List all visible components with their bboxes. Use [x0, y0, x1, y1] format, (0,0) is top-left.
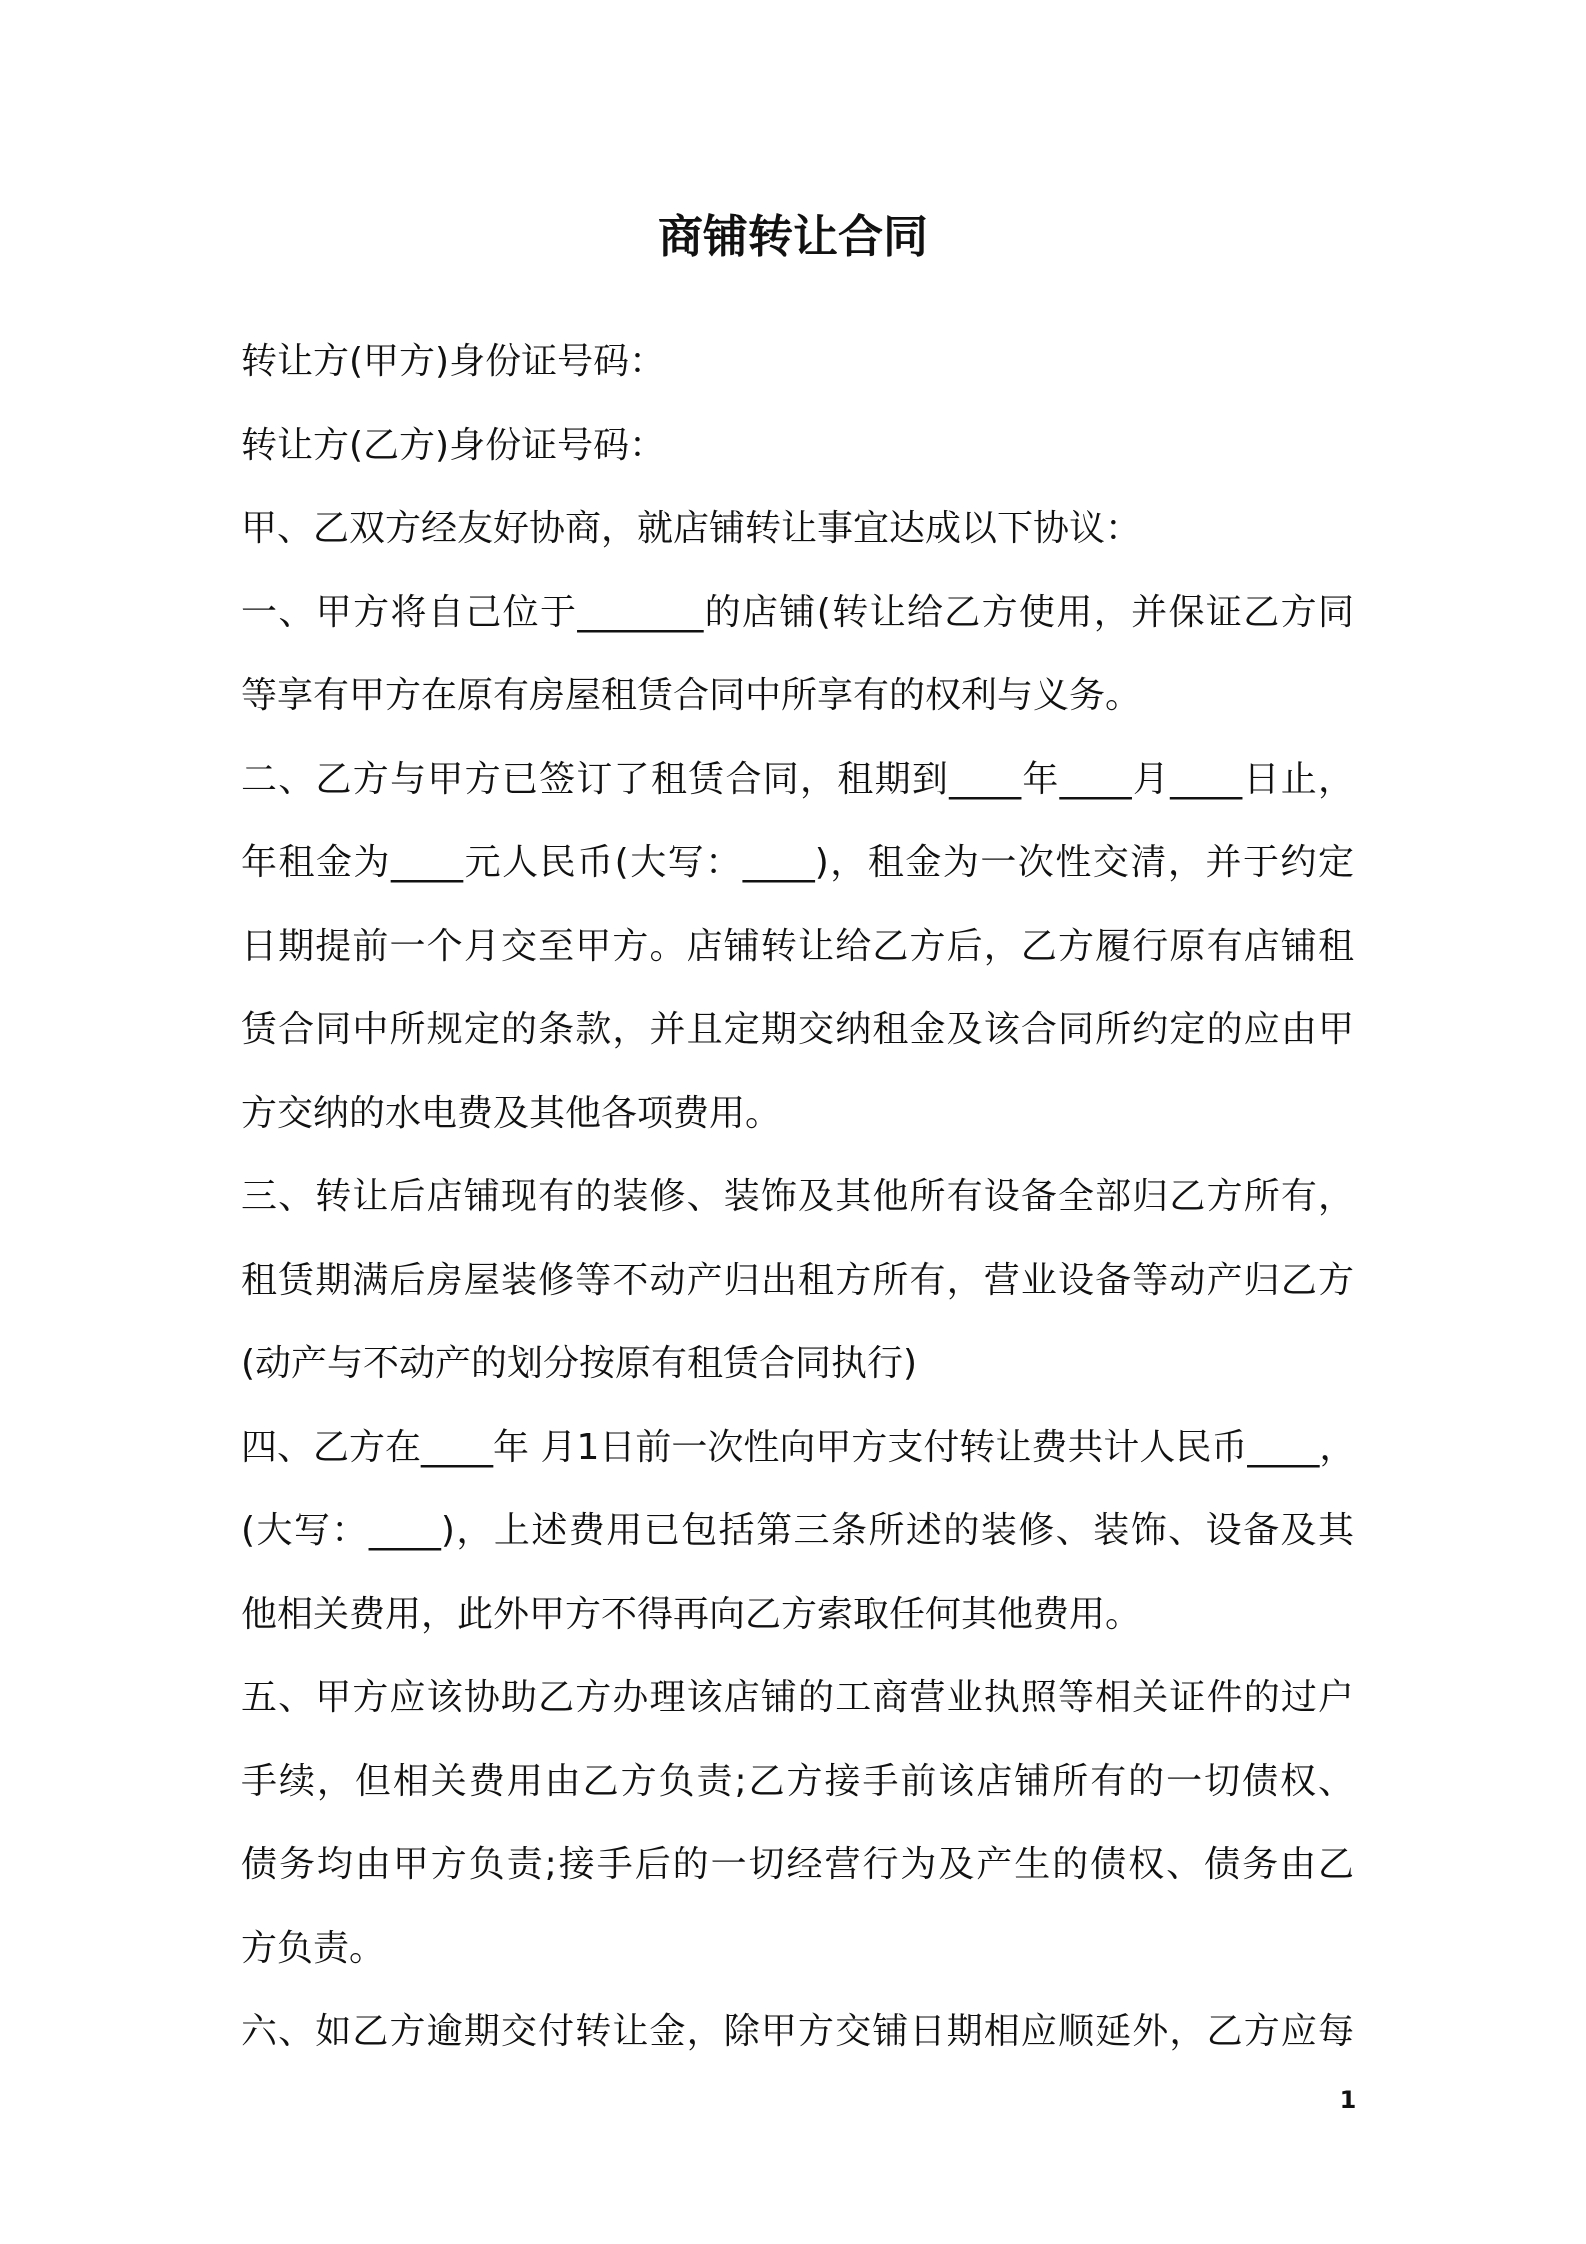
body-line: 赁合同中所规定的条款，并且定期交纳租金及该合同所约定的应由甲 [241, 1009, 1354, 1050]
body-line: 等享有甲方在原有房屋租赁合同中所享有的权利与义务。 [241, 675, 1142, 716]
body-line: 方交纳的水电费及其他各项费用。 [241, 1092, 782, 1134]
body-line: 四、乙方在____年 月1日前一次性向甲方支付转让费共计人民币____， [241, 1426, 1356, 1468]
document-title: 商铺转让合同 [657, 210, 928, 263]
body-line: 转让方(乙方)身份证号码： [241, 424, 666, 466]
body-line: 日期提前一个月交至甲方。店铺转让给乙方后，乙方履行原有店铺租 [241, 925, 1354, 967]
body-line: 手续，但相关费用由乙方负责;乙方接手前该店铺所有的一切债权、 [241, 1760, 1354, 1802]
body-line: 债务均由甲方负责;接手后的一切经营行为及产生的债权、债务由乙 [241, 1844, 1354, 1885]
body-line: 甲、乙双方经友好协商，就店铺转让事宜达成以下协议： [241, 508, 1142, 549]
body-line: 五、甲方应该协助乙方办理该店铺的工商营业执照等相关证件的过户 [241, 1677, 1354, 1718]
body-line: 转让方(甲方)身份证号码： [241, 341, 666, 382]
body-line: 三、转让后店铺现有的装修、装饰及其他所有设备全部归乙方所有， [241, 1176, 1354, 1217]
page-number: 1 [1339, 2086, 1357, 2114]
body-line: 他相关费用，此外甲方不得再向乙方索取任何其他费用。 [241, 1593, 1142, 1635]
body-line: 二、乙方与甲方已签订了租赁合同，租期到____年____月____日止， [241, 758, 1354, 800]
document-body [241, 320, 1354, 2074]
body-line: 方负责。 [241, 1927, 386, 1969]
body-line: 年租金为____元人民币(大写：____)，租金为一次性交清，并于约定 [241, 842, 1354, 883]
body-line: 一、甲方将自己位于_______的店铺(转让给乙方使用，并保证乙方同 [241, 591, 1354, 633]
body-line: 六、如乙方逾期交付转让金，除甲方交铺日期相应顺延外，乙方应每 [241, 2011, 1354, 2052]
body-line: (动产与不动产的划分按原有租赁合同执行) [241, 1343, 918, 1384]
body-line: 租赁期满后房屋装修等不动产归出租方所有，营业设备等动产归乙方 [241, 1259, 1354, 1301]
body-line: (大写：____)，上述费用已包括第三条所述的装修、装饰、设备及其 [241, 1510, 1354, 1551]
